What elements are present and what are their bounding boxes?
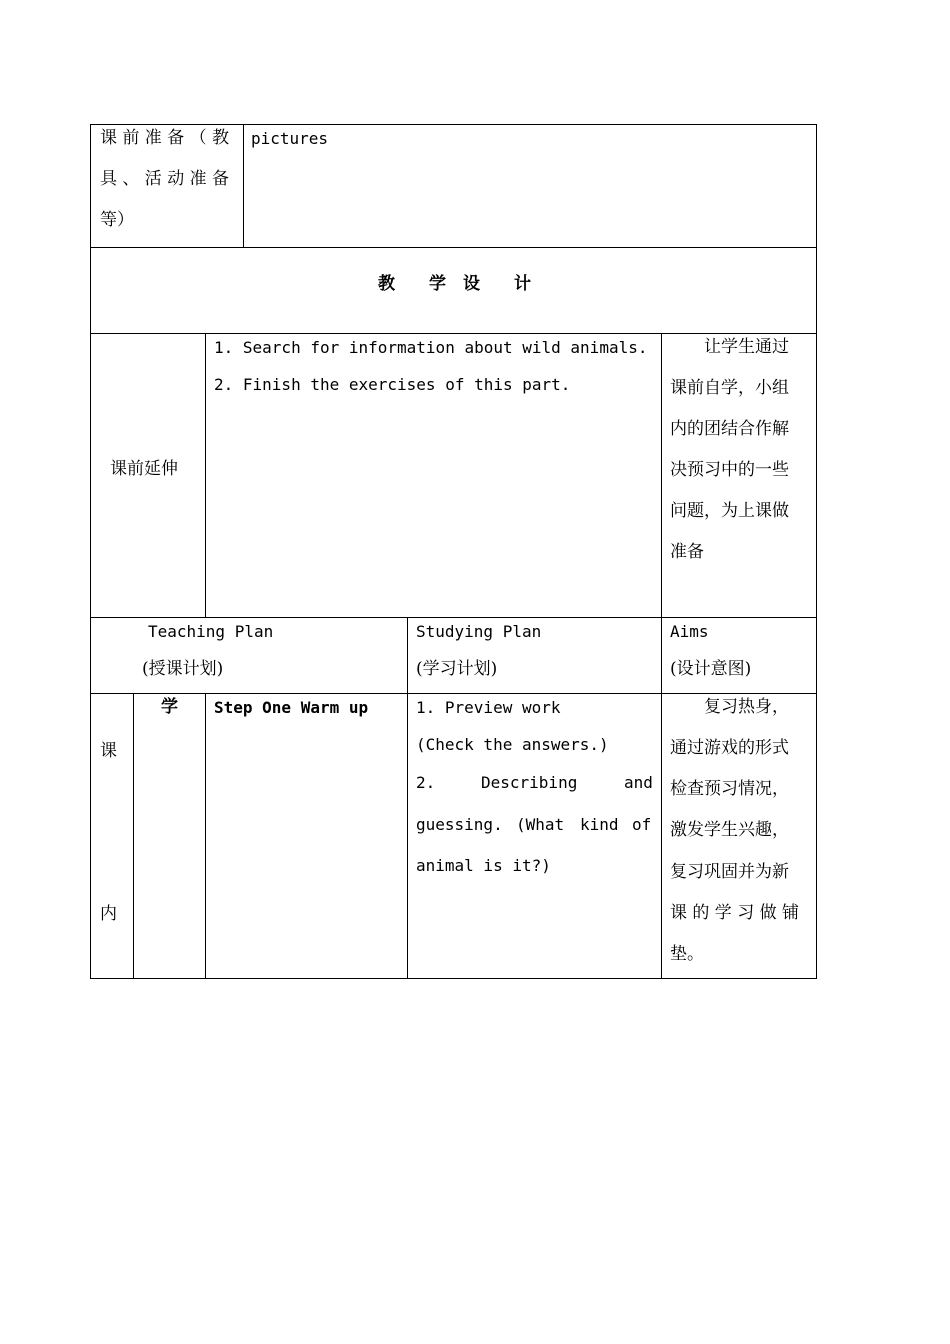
rule-4 (90, 617, 817, 618)
rule-2 (90, 247, 817, 248)
rule-right (816, 124, 817, 979)
rule-v-study (407, 617, 408, 978)
study-word: of (632, 815, 652, 834)
study-line: animal is it?) (416, 856, 551, 875)
lesson-sub-char: 学 (161, 697, 178, 717)
pre-extension-aim-line: 准备 (670, 542, 704, 562)
rule-v-aims (661, 333, 662, 978)
design-heading: 教 学 设 计 (378, 274, 531, 294)
lesson-aim-line: 课 的 学 习 做 铺 (670, 903, 800, 923)
prep-value: pictures (251, 129, 329, 148)
study-word: guessing. (416, 815, 503, 834)
lesson-side-char-1: 课 (100, 741, 117, 761)
rule-5 (90, 693, 817, 694)
study-line: 1. Preview work (416, 698, 561, 717)
teaching-plan-header-cn: (授课计划) (142, 659, 224, 679)
lesson-aim-line: 通过游戏的形式 (670, 738, 789, 758)
lesson-aim-line: 垫。 (670, 944, 704, 964)
teaching-plan-header: Teaching Plan (148, 622, 274, 641)
aims-header: Aims (670, 622, 709, 641)
aims-header-cn: (设计意图) (670, 659, 752, 679)
pre-extension-aim-line: 问题，为上课做 (670, 501, 789, 521)
study-word: and (624, 773, 653, 792)
study-word: Describing (481, 773, 578, 792)
rule-top (90, 124, 817, 125)
rule-v-r1 (243, 124, 244, 248)
lesson-aim-line: 激发学生兴趣， (670, 820, 789, 840)
rule-v-side (133, 693, 134, 978)
study-line: (Check the answers.) (416, 735, 609, 754)
rule-left (90, 124, 91, 979)
rule-3 (90, 333, 817, 334)
pre-extension-aim-line: 决预习中的一些 (670, 460, 789, 480)
rule-bottom (90, 978, 817, 979)
study-word: 2. (416, 773, 436, 792)
lesson-aim-line: 复习巩固并为新 (670, 862, 789, 882)
pre-extension-aim-line: 课前自学，小组 (670, 378, 789, 398)
pre-extension-item-1: 1. Search for information about wild animals. (214, 338, 648, 357)
study-word: (What (516, 815, 565, 834)
pre-extension-label: 课前延伸 (110, 459, 178, 479)
prep-label-line2: 具 、 活 动 准 备 (100, 169, 230, 189)
prep-label-line1: 课 前 准 备 （ 教 (100, 128, 230, 148)
rule-v-sub (205, 693, 206, 978)
study-word: kind (580, 815, 619, 834)
studying-plan-header: Studying Plan (416, 622, 542, 641)
lesson-aim-line: 复习热身， (670, 697, 789, 717)
lesson-side-char-2: 内 (100, 904, 117, 924)
pre-extension-item-2: 2. Finish the exercises of this part. (214, 375, 571, 394)
lesson-step-title: Step One Warm up (214, 698, 369, 717)
lesson-aim-line: 检查预习情况， (670, 779, 789, 799)
pre-extension-aim-line: 内的团结合作解 (670, 419, 789, 439)
rule-v-r3a (205, 333, 206, 618)
studying-plan-header-cn: (学习计划) (416, 659, 498, 679)
prep-label-line3: 等） (100, 210, 134, 230)
pre-extension-aim-line: 让学生通过 (670, 337, 789, 357)
